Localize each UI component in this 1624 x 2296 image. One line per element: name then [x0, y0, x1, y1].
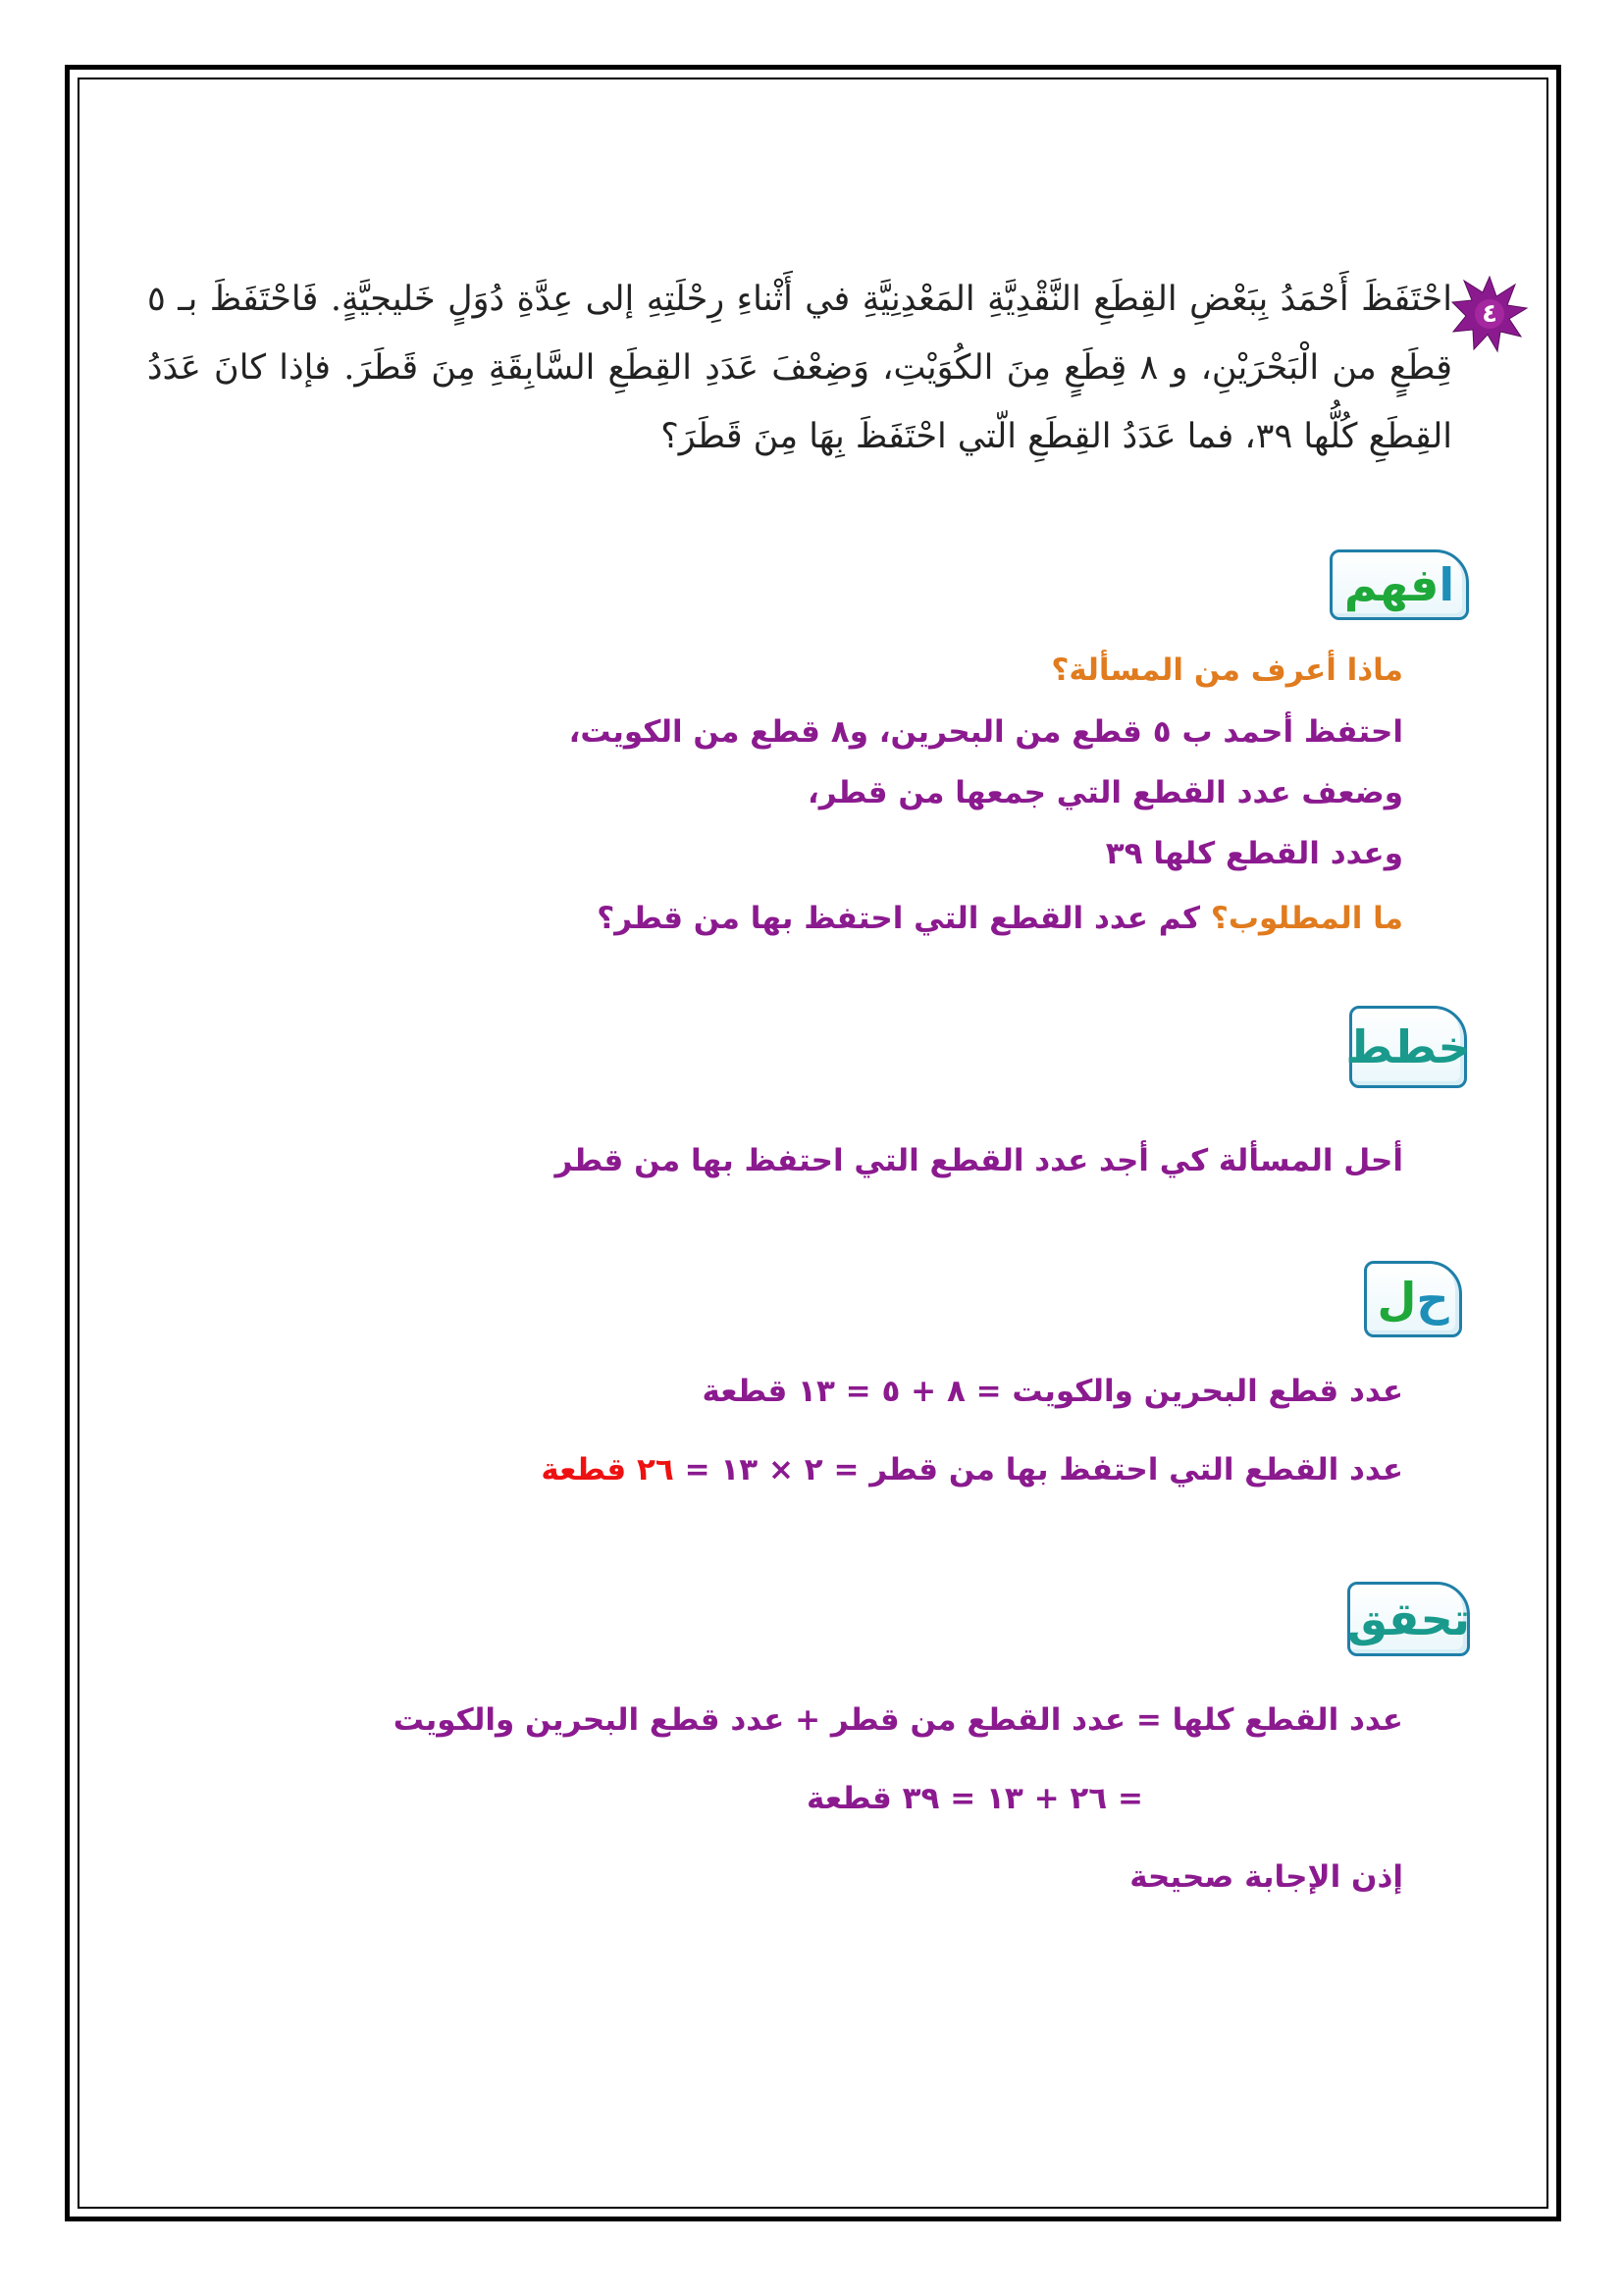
- solve-line-1: عدد قطع البحرين والكويت = ٨ + ٥ = ١٣ قطعة: [702, 1374, 1403, 1409]
- check-tag: تحقق: [1347, 1582, 1470, 1656]
- understand-tag: [1330, 549, 1469, 620]
- problem-number-badge: [1450, 275, 1529, 353]
- understand-question: ماذا أعرف من المسألة؟: [1051, 652, 1403, 688]
- problem-statement: احْتَفَظَ أَحْمَدُ بِبَعْضِ القِطَعِ النَّقْدِيَّةِ المَعْدِنِيَّةِ في أَثْناءِ رِحْلَتِهِ إلى عِدَّةِ دُوَلٍ خَليجيَّةٍ. فَاحْتَفَظَ بـ ٥ قِطَعٍ من الْبَحْرَيْنِ، و ٨ قِطَعٍ مِنَ الكُوَيْتِ، وَضِعْفَ عَدَدِ القِطَعِ السَّابِقَةِ مِنَ قَطَرَ. فإذا كانَ عَدَدُ القِطَعِ كُلُّها ٣٩، فما عَدَدُ القِطَعِ الّتي احْتَفَظَ بِهَا مِنَ قَطَرَ؟: [147, 280, 1452, 456]
- problem-number: ٤: [1482, 299, 1497, 329]
- check-line-2: = ٢٦ + ١٣ = ٣٩ قطعة: [806, 1781, 1143, 1816]
- check-line-1: عدد القطع كلها = عدد القطع من قطر + عدد قطع البحرين والكويت: [393, 1702, 1403, 1738]
- understand-line-1: احتفظ أحمد ب ٥ قطع من البحرين، و٨ قطع من الكويت،: [568, 714, 1403, 750]
- understand-tag-rest: فهم: [1343, 558, 1440, 611]
- solve-line-2: [541, 1452, 1403, 1487]
- solve-answer: ٢٦ قطعة: [541, 1452, 674, 1487]
- required-text: كم عدد القطع التي احتفظ بها من قطر؟: [597, 901, 1201, 936]
- solve-tag-first: ح: [1416, 1273, 1449, 1326]
- plan-tag: خطط: [1349, 1006, 1467, 1088]
- understand-required: [597, 901, 1403, 936]
- understand-line-2: وضعف عدد القطع التي جمعها من قطر،: [808, 775, 1403, 810]
- plan-text: أحل المسألة كي أجد عدد القطع التي احتفظ بها من قطر: [554, 1143, 1403, 1178]
- solve-tag-rest: ل: [1377, 1273, 1417, 1326]
- solve-line-2-main: عدد القطع التي احتفظ بها من قطر = ٢ × ١٣ =: [673, 1452, 1403, 1487]
- understand-line-3: وعدد القطع كلها ٣٩: [1105, 836, 1403, 871]
- solve-tag: [1364, 1261, 1462, 1337]
- understand-tag-prefix: ا: [1439, 558, 1455, 611]
- check-conclusion: إذن الإجابة صحيحة: [1129, 1859, 1403, 1895]
- required-label: ما المطلوب؟: [1210, 901, 1403, 936]
